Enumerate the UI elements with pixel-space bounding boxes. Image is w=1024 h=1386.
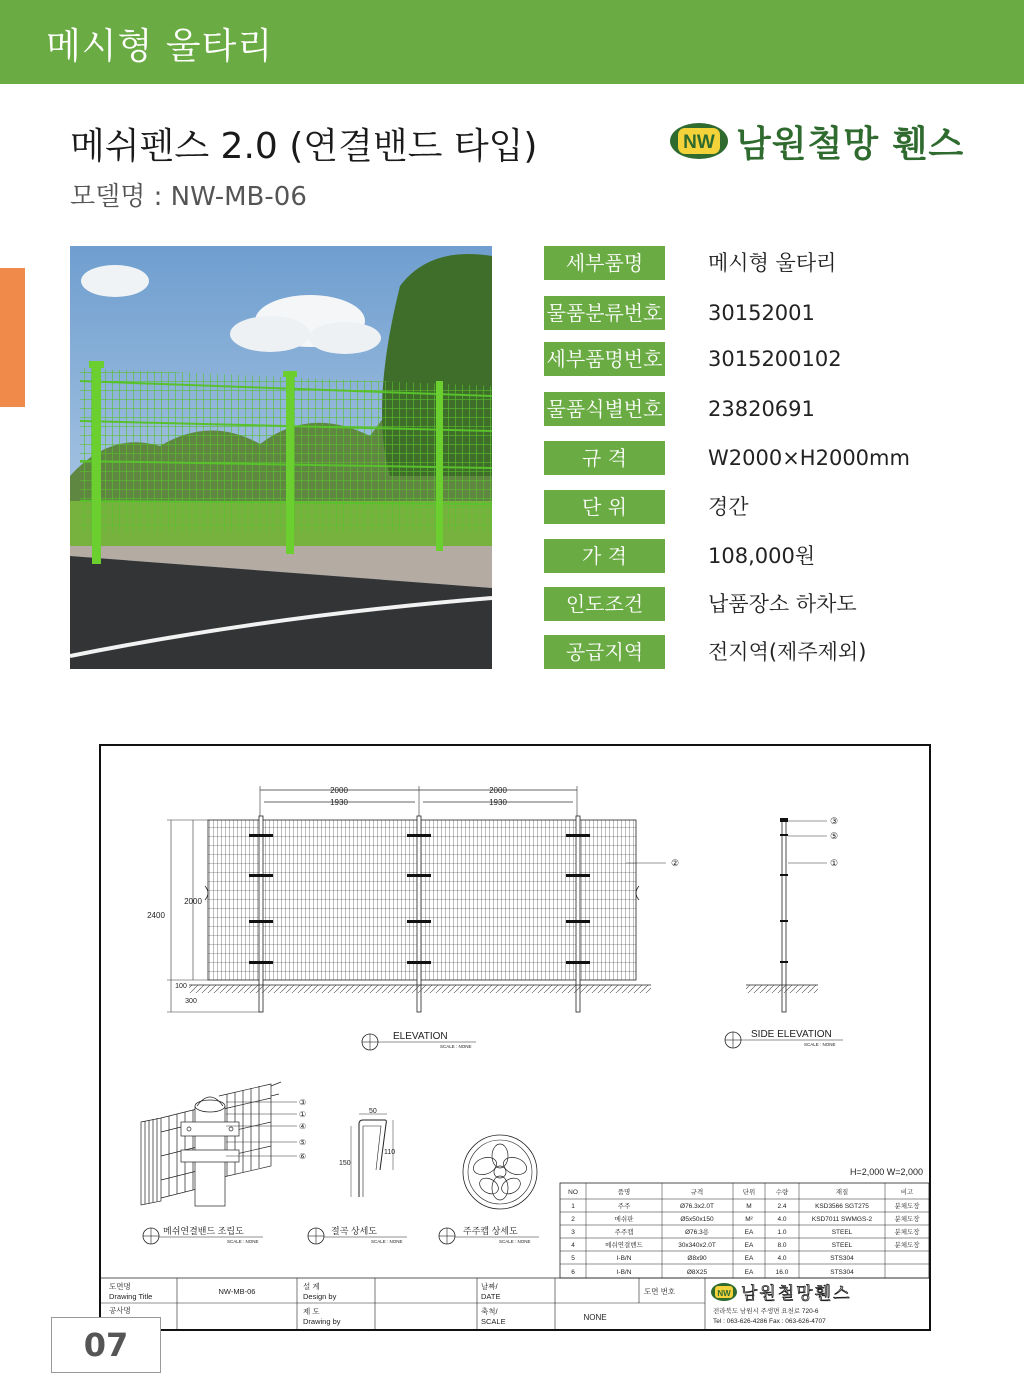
- table-cell: Ø5x50x150: [680, 1216, 714, 1223]
- spec-label: 가 격: [544, 539, 665, 573]
- table-header: 비고: [900, 1189, 914, 1196]
- callout: ③: [830, 816, 839, 826]
- callout: ④: [299, 1122, 307, 1131]
- table-cell: I-B/N: [616, 1269, 632, 1276]
- table-cell: Ø76.3x2.0T: [680, 1203, 714, 1210]
- table-cell: 주주: [617, 1203, 631, 1210]
- table-cell: 메쉬연결밴드: [605, 1242, 643, 1249]
- dim-label: 1930: [489, 798, 507, 807]
- spec-row: [544, 296, 984, 330]
- spec-label: 인도조건: [544, 587, 665, 621]
- tb-label: 공사명: [109, 1306, 131, 1315]
- table-header: NO: [568, 1189, 578, 1196]
- spec-row: [544, 342, 984, 376]
- post-cap-detail: [439, 1135, 539, 1244]
- table-cell: STS304: [830, 1269, 854, 1276]
- table-cell: 3: [571, 1229, 575, 1236]
- band-assembly-detail: [141, 1082, 306, 1244]
- bend-detail: [308, 1108, 407, 1244]
- table-cell: 4.0: [777, 1216, 787, 1223]
- table-cell: 16.0: [775, 1269, 789, 1276]
- table-cell: 메쉬판: [614, 1216, 634, 1223]
- category-title: 메시형 울타리: [46, 26, 274, 67]
- spec-label: 물품식별번호: [544, 392, 665, 426]
- table-cell: 주주캡: [614, 1229, 634, 1236]
- callout: ②: [671, 858, 680, 868]
- tb-label: Drawing by: [303, 1317, 341, 1326]
- table-cell: M²: [745, 1216, 753, 1223]
- callout: ⑤: [830, 831, 839, 841]
- brand-logo: [668, 120, 965, 165]
- logo-letters: NW: [717, 1289, 731, 1298]
- dim-label: 300: [185, 998, 197, 1005]
- tb-label: 설 계: [303, 1282, 320, 1291]
- view-scale: SCALE : NONE: [804, 1042, 836, 1047]
- table-cell: 8.0: [777, 1242, 787, 1249]
- table-header: 품명: [617, 1189, 631, 1196]
- table-cell: M: [746, 1203, 752, 1210]
- elevation-view: [147, 786, 679, 1050]
- spec-value: 108,000원: [708, 544, 816, 568]
- spec-value: 23820691: [708, 397, 815, 421]
- spec-value: 납품장소 하차도: [708, 592, 857, 616]
- side-elevation-view: [725, 816, 843, 1048]
- tb-label: Drawing Title: [109, 1292, 153, 1301]
- tb-label: 도면명: [109, 1282, 131, 1291]
- table-cell: KSD7011 SWMGS-2: [811, 1216, 873, 1223]
- spec-row: [544, 490, 984, 524]
- table-header: 규격: [690, 1189, 704, 1196]
- model-name: 모델명 : NW-MB-06: [70, 182, 307, 212]
- table-cell: 1.0: [777, 1229, 787, 1236]
- table-cell: 분체도장: [894, 1216, 920, 1223]
- tb-contact: Tel : 063-626-4286 Fax : 063-626-4707: [713, 1318, 826, 1325]
- spec-value: 3015200102: [708, 347, 842, 371]
- header-banner: [0, 0, 1024, 84]
- spec-value: W2000×H2000mm: [708, 446, 910, 470]
- table-cell: 4.0: [777, 1255, 787, 1262]
- table-cell: Ø8X25: [686, 1269, 708, 1276]
- size-note: H=2,000 W=2,000: [849, 1167, 923, 1177]
- table-cell: STEEL: [831, 1229, 853, 1236]
- title-block-logo-icon: [711, 1283, 737, 1301]
- table-cell: STEEL: [831, 1242, 853, 1249]
- dim-label: 2000: [184, 897, 202, 906]
- parts-table: [560, 1183, 929, 1278]
- table-cell: Ø8x90: [687, 1255, 707, 1262]
- spec-row: [544, 635, 984, 669]
- spec-value: 메시형 울타리: [708, 251, 837, 275]
- table-cell: EA: [744, 1229, 754, 1236]
- spec-value: 경간: [708, 495, 749, 519]
- tb-label: 축척/: [481, 1307, 498, 1316]
- title-block: [101, 1278, 929, 1329]
- table-header: 단위: [742, 1189, 756, 1196]
- view-title: 주주캡 상세도: [463, 1226, 518, 1236]
- view-scale: SCALE : NONE: [440, 1044, 472, 1049]
- dim-label: 110: [384, 1149, 396, 1156]
- side-tab-marker: [0, 268, 25, 407]
- table-header: 재질: [835, 1189, 849, 1196]
- spec-label: 물품분류번호: [544, 296, 665, 330]
- product-photo: [70, 246, 492, 669]
- spec-label: 공급지역: [544, 635, 665, 669]
- table-cell: 30x340x2.0T: [678, 1242, 716, 1249]
- tb-label: 제 도: [303, 1307, 320, 1316]
- table-header: 수량: [775, 1189, 789, 1196]
- callout: ⑥: [299, 1152, 307, 1161]
- table-cell: STS304: [830, 1255, 854, 1262]
- tb-label: SCALE: [481, 1317, 506, 1326]
- table-cell: 2.4: [777, 1203, 787, 1210]
- table-cell: 분체도장: [894, 1203, 920, 1210]
- spec-value: 30152001: [708, 301, 815, 325]
- spec-label: 세부품명: [544, 246, 665, 280]
- table-cell: EA: [744, 1255, 754, 1262]
- callout: ⑤: [299, 1138, 307, 1147]
- table-cell: EA: [744, 1269, 754, 1276]
- logo-letters: NW: [683, 132, 715, 153]
- dim-label: 150: [339, 1160, 351, 1167]
- tb-label: DATE: [481, 1292, 501, 1301]
- nw-logo-icon: [668, 121, 730, 161]
- view-title: 절곡 상세도: [331, 1226, 377, 1236]
- table-cell: I-B/N: [616, 1255, 632, 1262]
- spec-label: 규 격: [544, 441, 665, 475]
- dim-label: 2400: [147, 911, 165, 920]
- table-cell: 분체도장: [894, 1229, 920, 1236]
- technical-drawing: [99, 744, 931, 1331]
- tb-company: 남원철망휀스: [741, 1284, 852, 1303]
- tb-value: NONE: [583, 1313, 607, 1322]
- callout: ①: [299, 1110, 307, 1119]
- table-cell: 4: [571, 1242, 575, 1249]
- table-cell: 2: [571, 1216, 575, 1223]
- spec-label: 단 위: [544, 490, 665, 524]
- tb-value: NW-MB-06: [218, 1287, 256, 1296]
- brand-name: 남원철망 휀스: [736, 123, 965, 165]
- table-cell: 분체도장: [894, 1242, 920, 1249]
- table-cell: 5: [571, 1255, 575, 1262]
- table-cell: EA: [744, 1242, 754, 1249]
- dim-label: 100: [175, 983, 187, 990]
- table-cell: 1: [571, 1203, 575, 1210]
- dim-label: 1930: [330, 798, 348, 807]
- view-title: 메쉬연결밴드 조립도: [163, 1226, 244, 1236]
- tb-address: 전라북도 남원시 주생면 요천로 720-6: [713, 1308, 819, 1315]
- dim-label: 50: [369, 1108, 377, 1115]
- view-title: ELEVATION: [393, 1031, 448, 1042]
- spec-label: 세부품명번호: [544, 342, 665, 376]
- dim-label: 2000: [489, 786, 507, 795]
- tb-label: Design by: [303, 1292, 337, 1301]
- view-scale: SCALE : NONE: [499, 1239, 531, 1244]
- spec-row: [544, 539, 984, 573]
- view-title: SIDE ELEVATION: [751, 1029, 832, 1040]
- dim-label: 2000: [330, 786, 348, 795]
- spec-row: [544, 392, 984, 426]
- spec-value: 전지역(제주제외): [708, 640, 867, 664]
- spec-row: [544, 587, 984, 621]
- tb-label: 날짜/: [481, 1282, 498, 1291]
- product-title: 메쉬펜스 2.0 (연결밴드 타입): [70, 126, 538, 167]
- spec-row: [544, 246, 984, 280]
- tb-label: 도면 번호: [644, 1287, 676, 1296]
- table-cell: KSD3566 SGT275: [815, 1203, 869, 1210]
- spec-row: [544, 441, 984, 475]
- view-scale: SCALE : NONE: [227, 1239, 259, 1244]
- view-scale: SCALE : NONE: [371, 1239, 403, 1244]
- table-cell: 6: [571, 1269, 575, 1276]
- callout: ①: [830, 858, 839, 868]
- table-cell: Ø76.3용: [685, 1229, 709, 1236]
- callout: ③: [299, 1098, 307, 1107]
- page-number: 07: [51, 1317, 161, 1373]
